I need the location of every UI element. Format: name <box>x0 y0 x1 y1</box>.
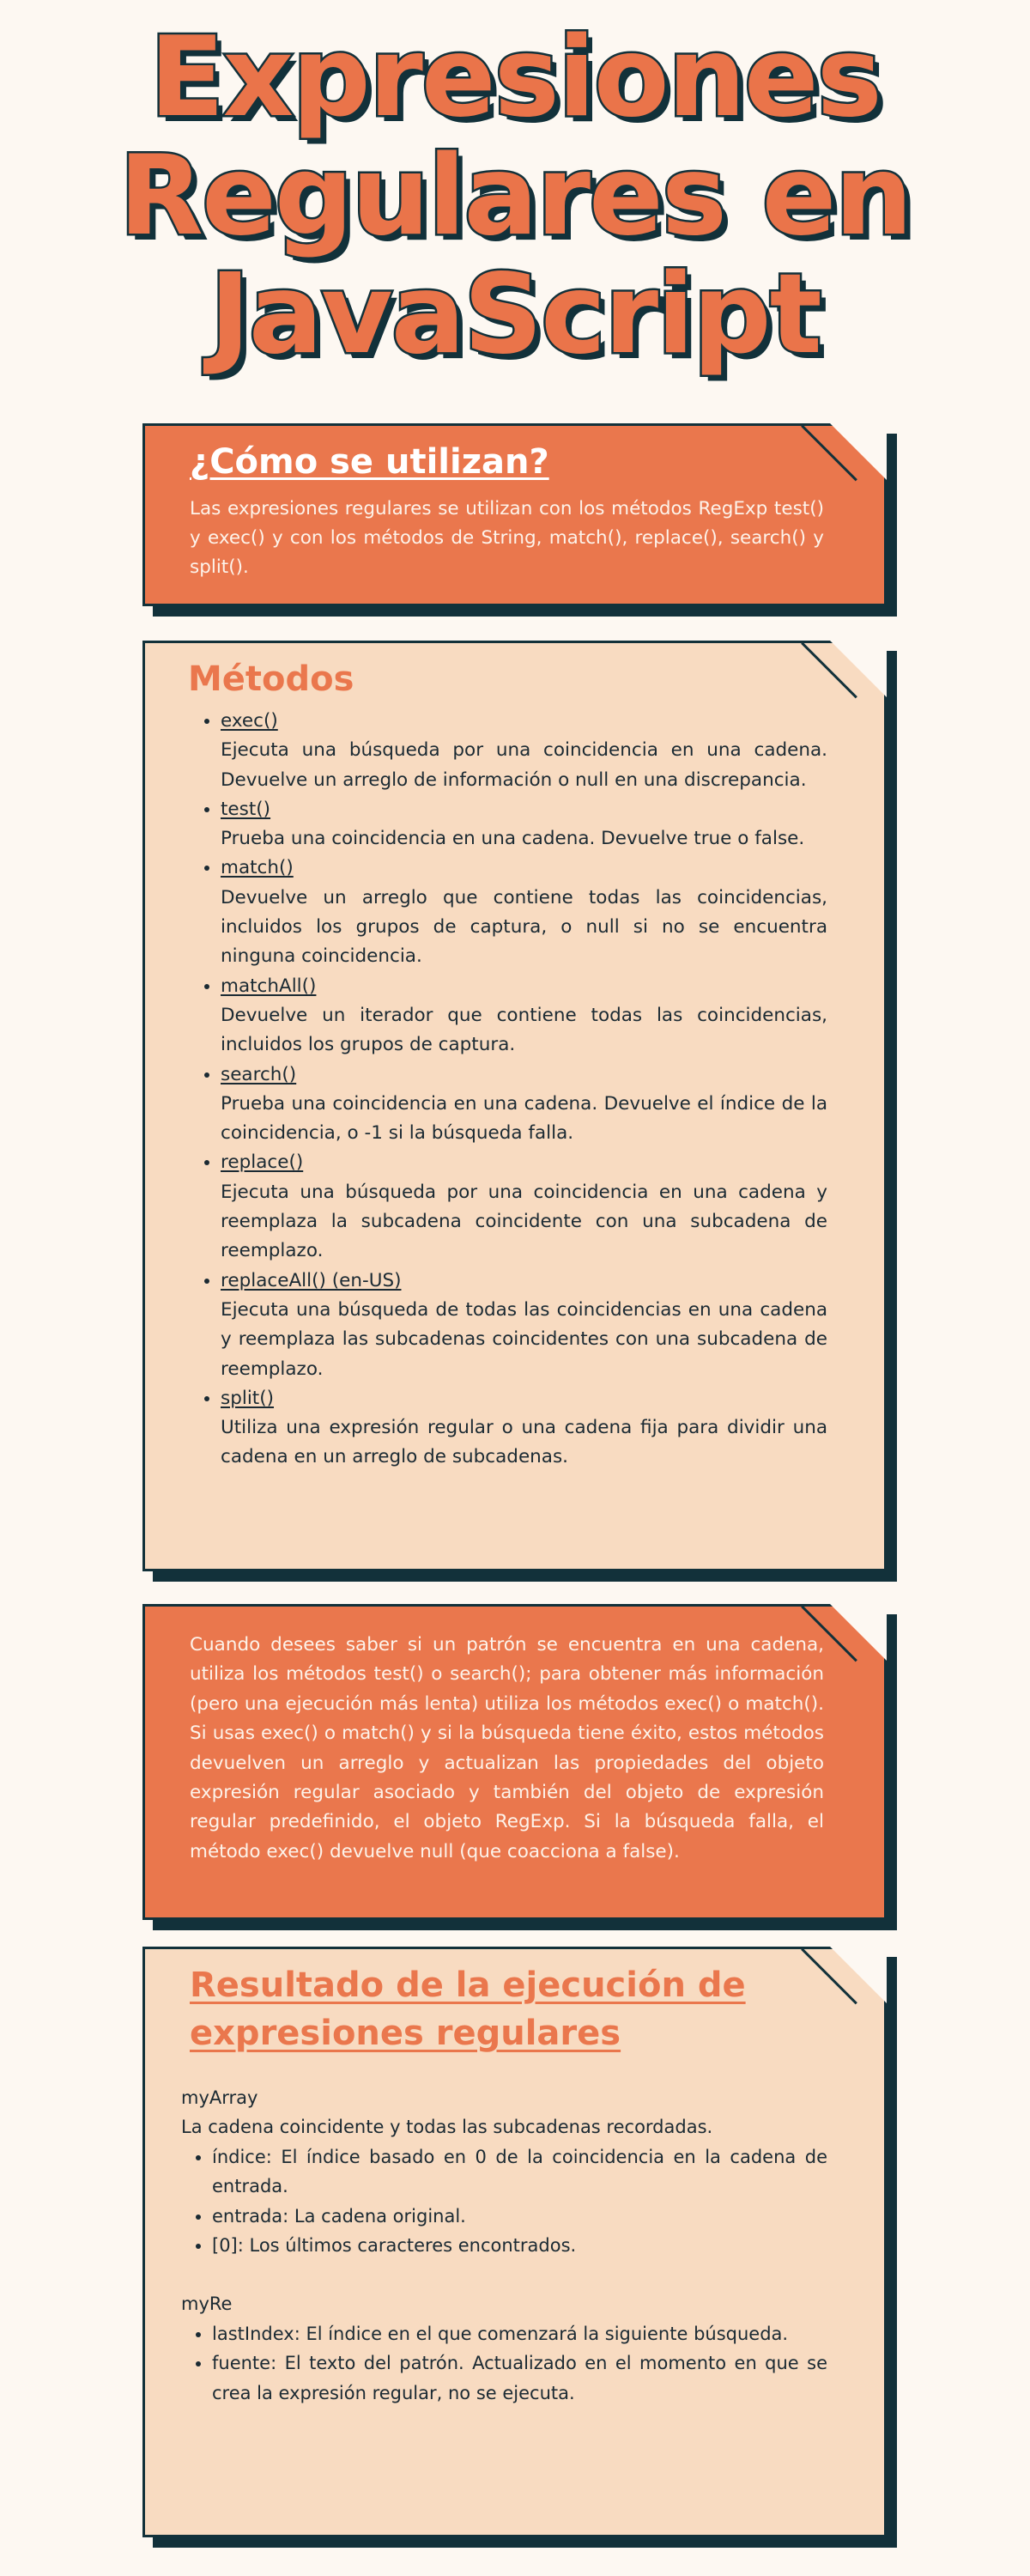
method-name: • replace() <box>221 1151 304 1174</box>
page-title-line-3: JavaScript <box>209 251 821 379</box>
method-name: • exec() <box>221 710 278 732</box>
page-title-line-2: Regulares en <box>118 132 912 260</box>
method-name: • search() <box>221 1063 297 1085</box>
method-description: Devuelve un iterador que contiene todas las coincidencias, incluidos los grupos de captura. <box>221 1004 827 1056</box>
method-name: • split() <box>221 1387 275 1409</box>
page-title <box>0 14 1030 379</box>
method-description: Devuelve un arreglo que contiene todas las coincidencias, incluidos los grupos de captura, o null si no se encuentra ninguna coincidencia. <box>221 886 827 968</box>
result-body <box>145 2083 884 2408</box>
method-name: • match() <box>221 857 294 879</box>
methods-heading: Métodos <box>188 659 354 699</box>
method-item <box>221 854 827 971</box>
method-item <box>221 1384 827 1473</box>
method-description: Prueba una coincidencia en una cadena. Devuelve true o false. <box>221 828 805 850</box>
methods-card <box>142 641 887 1571</box>
myre-label: myRe <box>181 2293 233 2315</box>
method-item <box>221 972 827 1060</box>
method-description: Utiliza una expresión regular o una cadena fija para dividir una cadena en un arreglo de subcadenas. <box>221 1417 827 1468</box>
method-description: Ejecuta una búsqueda por una coincidencia en una cadena y reemplaza la subcadena coincidente con una subcadena de reemplazo. <box>221 1181 827 1262</box>
result-heading: Resultado de la ejecución de expresiones regulares <box>190 1965 746 2053</box>
myarray-label: myArray <box>181 2087 258 2108</box>
usage-heading: ¿Cómo se utilizan? <box>190 442 549 482</box>
list-item: • lastIndex: El índice en el que comenzará la siguiente búsqueda. <box>212 2319 827 2348</box>
method-name: • test() <box>221 798 271 820</box>
list-item: • fuente: El texto del patrón. Actualizado en el momento en que se crea la expresión regular, no se ejecuta. <box>212 2348 827 2408</box>
methods-list <box>188 707 827 1473</box>
myarray-intro: La cadena coincidente y todas las subcadenas recordadas. <box>181 2117 713 2138</box>
method-item <box>221 795 827 854</box>
page-title-line-1: Expresiones <box>149 14 881 142</box>
info-card <box>142 1604 887 1920</box>
method-name: • replaceAll() (en-US) <box>221 1269 402 1291</box>
method-item <box>221 1267 827 1384</box>
myarray-list <box>181 2142 827 2261</box>
myre-list <box>181 2319 827 2408</box>
method-item <box>221 707 827 795</box>
list-item: • entrada: La cadena original. <box>212 2202 827 2231</box>
list-item: • índice: El índice basado en 0 de la coincidencia en la cadena de entrada. <box>212 2142 827 2202</box>
usage-text: Las expresiones regulares se utilizan con los métodos RegExp test() y exec() y con los métodos de String, match(), replace(), search() y split(). <box>190 498 824 578</box>
usage-card <box>142 423 887 606</box>
method-item <box>221 1148 827 1266</box>
method-description: Ejecuta una búsqueda por una coincidencia en una cadena. Devuelve un arreglo de información o null en una discrepancia. <box>221 739 827 791</box>
method-description: Ejecuta una búsqueda de todas las coincidencias en una cadena y reemplaza las subcadenas coincidentes con una subcadena de reemplazo. <box>221 1298 827 1380</box>
method-name: • matchAll() <box>221 975 317 997</box>
info-text: Cuando desees saber si un patrón se encuentra en una cadena, utiliza los métodos test() o search(); para obtener más información (pero una ejecución más lenta) utiliza los métodos exec() o match(). Si usas exec() o match() y si la búsqueda tiene éxito, estos métodos devuelven un arreglo y actualizan las propiedades del objeto expresión regular asociado y también del objeto de expresión regular predefinido, el objeto RegExp. Si la búsqueda falla, el método exec() devuelve null (que coacciona a false). <box>190 1634 824 1862</box>
method-item <box>221 1060 827 1149</box>
list-item: • [0]: Los últimos caracteres encontrados. <box>212 2231 827 2260</box>
result-card <box>142 1947 887 2537</box>
method-description: Prueba una coincidencia en una cadena. Devuelve el índice de la coincidencia, o -1 si la búsqueda falla. <box>221 1092 827 1145</box>
